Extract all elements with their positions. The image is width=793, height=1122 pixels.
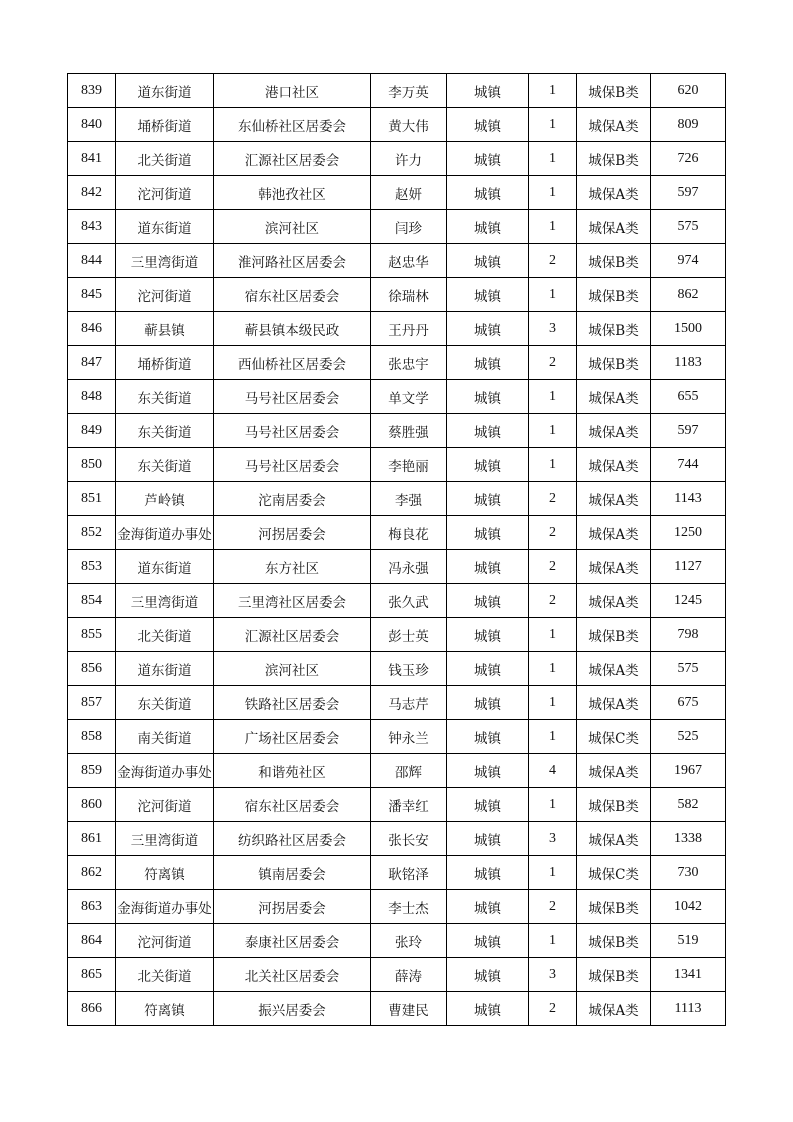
- cell-category: 城保A类: [577, 754, 651, 788]
- cell-street: 三里湾街道: [116, 244, 214, 278]
- table-row: [68, 788, 726, 822]
- cell-name: 闫珍: [371, 210, 447, 244]
- cell-household-count: 2: [529, 584, 577, 618]
- cell-area-type: 城镇: [447, 244, 529, 278]
- cell-row-number: 852: [68, 516, 116, 550]
- cell-street: 三里湾街道: [116, 822, 214, 856]
- cell-name: 蔡胜强: [371, 414, 447, 448]
- cell-street: 道东街道: [116, 74, 214, 108]
- cell-category: 城保A类: [577, 992, 651, 1026]
- cell-amount: 675: [651, 686, 726, 720]
- cell-name: 邵辉: [371, 754, 447, 788]
- cell-category: 城保A类: [577, 108, 651, 142]
- cell-street: 北关街道: [116, 958, 214, 992]
- cell-community: 河拐居委会: [214, 516, 371, 550]
- cell-name: 张忠宇: [371, 346, 447, 380]
- cell-household-count: 2: [529, 244, 577, 278]
- cell-name: 许力: [371, 142, 447, 176]
- table-row: [68, 414, 726, 448]
- cell-name: 钱玉珍: [371, 652, 447, 686]
- cell-household-count: 1: [529, 380, 577, 414]
- cell-amount: 519: [651, 924, 726, 958]
- table-row: [68, 550, 726, 584]
- cell-category: 城保A类: [577, 482, 651, 516]
- cell-amount: 582: [651, 788, 726, 822]
- cell-name: 李强: [371, 482, 447, 516]
- cell-household-count: 1: [529, 142, 577, 176]
- cell-community: 广场社区居委会: [214, 720, 371, 754]
- cell-amount: 575: [651, 652, 726, 686]
- table-row: [68, 108, 726, 142]
- cell-category: 城保A类: [577, 550, 651, 584]
- cell-category: 城保B类: [577, 618, 651, 652]
- cell-name: 李艳丽: [371, 448, 447, 482]
- cell-category: 城保B类: [577, 244, 651, 278]
- cell-area-type: 城镇: [447, 346, 529, 380]
- cell-household-count: 1: [529, 856, 577, 890]
- cell-row-number: 850: [68, 448, 116, 482]
- cell-name: 薛涛: [371, 958, 447, 992]
- cell-community: 宿东社区居委会: [214, 788, 371, 822]
- cell-community: 韩池孜社区: [214, 176, 371, 210]
- cell-category: 城保A类: [577, 448, 651, 482]
- cell-household-count: 2: [529, 346, 577, 380]
- table-row: [68, 278, 726, 312]
- cell-row-number: 840: [68, 108, 116, 142]
- cell-street: 沱河街道: [116, 278, 214, 312]
- cell-household-count: 1: [529, 652, 577, 686]
- cell-community: 马号社区居委会: [214, 448, 371, 482]
- cell-street: 道东街道: [116, 210, 214, 244]
- cell-category: 城保C类: [577, 856, 651, 890]
- cell-household-count: 1: [529, 108, 577, 142]
- cell-category: 城保C类: [577, 720, 651, 754]
- cell-community: 镇南居委会: [214, 856, 371, 890]
- cell-community: 港口社区: [214, 74, 371, 108]
- cell-street: 沱河街道: [116, 176, 214, 210]
- cell-category: 城保A类: [577, 414, 651, 448]
- cell-amount: 1500: [651, 312, 726, 346]
- cell-amount: 1341: [651, 958, 726, 992]
- cell-community: 汇源社区居委会: [214, 142, 371, 176]
- cell-area-type: 城镇: [447, 822, 529, 856]
- cell-name: 李万英: [371, 74, 447, 108]
- cell-household-count: 2: [529, 550, 577, 584]
- cell-community: 泰康社区居委会: [214, 924, 371, 958]
- cell-category: 城保B类: [577, 788, 651, 822]
- cell-name: 耿铭泽: [371, 856, 447, 890]
- cell-amount: 726: [651, 142, 726, 176]
- cell-community: 蕲县镇本级民政: [214, 312, 371, 346]
- cell-area-type: 城镇: [447, 652, 529, 686]
- cell-name: 彭士英: [371, 618, 447, 652]
- cell-area-type: 城镇: [447, 74, 529, 108]
- cell-amount: 1245: [651, 584, 726, 618]
- table-row: [68, 448, 726, 482]
- cell-name: 徐瑞林: [371, 278, 447, 312]
- table-row: [68, 754, 726, 788]
- cell-area-type: 城镇: [447, 176, 529, 210]
- cell-area-type: 城镇: [447, 618, 529, 652]
- cell-community: 东仙桥社区居委会: [214, 108, 371, 142]
- cell-area-type: 城镇: [447, 108, 529, 142]
- cell-area-type: 城镇: [447, 924, 529, 958]
- cell-row-number: 845: [68, 278, 116, 312]
- cell-amount: 655: [651, 380, 726, 414]
- cell-row-number: 846: [68, 312, 116, 346]
- cell-name: 赵忠华: [371, 244, 447, 278]
- data-table: [67, 73, 726, 1026]
- cell-area-type: 城镇: [447, 142, 529, 176]
- cell-community: 马号社区居委会: [214, 414, 371, 448]
- cell-street: 金海街道办事处: [116, 890, 214, 924]
- cell-row-number: 849: [68, 414, 116, 448]
- cell-community: 马号社区居委会: [214, 380, 371, 414]
- table-row: [68, 142, 726, 176]
- cell-row-number: 857: [68, 686, 116, 720]
- table-row: [68, 992, 726, 1026]
- table-row: [68, 380, 726, 414]
- cell-street: 沱河街道: [116, 788, 214, 822]
- cell-name: 曹建民: [371, 992, 447, 1026]
- cell-amount: 862: [651, 278, 726, 312]
- cell-area-type: 城镇: [447, 482, 529, 516]
- cell-amount: 1127: [651, 550, 726, 584]
- cell-name: 张久武: [371, 584, 447, 618]
- cell-household-count: 2: [529, 890, 577, 924]
- cell-category: 城保B类: [577, 958, 651, 992]
- cell-area-type: 城镇: [447, 890, 529, 924]
- cell-name: 冯永强: [371, 550, 447, 584]
- cell-amount: 974: [651, 244, 726, 278]
- cell-area-type: 城镇: [447, 278, 529, 312]
- table-row: [68, 584, 726, 618]
- cell-street: 北关街道: [116, 142, 214, 176]
- table-row: [68, 924, 726, 958]
- cell-household-count: 1: [529, 618, 577, 652]
- cell-street: 东关街道: [116, 414, 214, 448]
- cell-name: 钟永兰: [371, 720, 447, 754]
- cell-row-number: 854: [68, 584, 116, 618]
- cell-amount: 525: [651, 720, 726, 754]
- table-row: [68, 312, 726, 346]
- cell-category: 城保B类: [577, 924, 651, 958]
- cell-household-count: 2: [529, 482, 577, 516]
- table-row: [68, 958, 726, 992]
- cell-household-count: 1: [529, 686, 577, 720]
- cell-street: 东关街道: [116, 686, 214, 720]
- cell-street: 东关街道: [116, 448, 214, 482]
- cell-area-type: 城镇: [447, 754, 529, 788]
- cell-street: 北关街道: [116, 618, 214, 652]
- cell-row-number: 841: [68, 142, 116, 176]
- cell-amount: 597: [651, 414, 726, 448]
- cell-area-type: 城镇: [447, 788, 529, 822]
- cell-community: 河拐居委会: [214, 890, 371, 924]
- cell-household-count: 1: [529, 210, 577, 244]
- cell-category: 城保A类: [577, 210, 651, 244]
- table-body: [68, 74, 726, 1026]
- cell-street: 道东街道: [116, 550, 214, 584]
- cell-area-type: 城镇: [447, 312, 529, 346]
- cell-row-number: 865: [68, 958, 116, 992]
- cell-household-count: 1: [529, 448, 577, 482]
- cell-household-count: 1: [529, 788, 577, 822]
- cell-category: 城保A类: [577, 176, 651, 210]
- cell-row-number: 856: [68, 652, 116, 686]
- cell-amount: 620: [651, 74, 726, 108]
- cell-community: 滨河社区: [214, 210, 371, 244]
- cell-row-number: 859: [68, 754, 116, 788]
- cell-area-type: 城镇: [447, 380, 529, 414]
- cell-amount: 1183: [651, 346, 726, 380]
- cell-street: 三里湾街道: [116, 584, 214, 618]
- cell-name: 赵妍: [371, 176, 447, 210]
- cell-row-number: 847: [68, 346, 116, 380]
- cell-community: 沱南居委会: [214, 482, 371, 516]
- cell-area-type: 城镇: [447, 414, 529, 448]
- table-row: [68, 176, 726, 210]
- cell-community: 振兴居委会: [214, 992, 371, 1026]
- table-row: [68, 482, 726, 516]
- cell-row-number: 866: [68, 992, 116, 1026]
- cell-amount: 1113: [651, 992, 726, 1026]
- cell-name: 单文学: [371, 380, 447, 414]
- cell-category: 城保A类: [577, 822, 651, 856]
- cell-amount: 597: [651, 176, 726, 210]
- cell-community: 东方社区: [214, 550, 371, 584]
- cell-street: 符离镇: [116, 856, 214, 890]
- cell-category: 城保A类: [577, 516, 651, 550]
- cell-amount: 730: [651, 856, 726, 890]
- cell-household-count: 3: [529, 822, 577, 856]
- cell-row-number: 862: [68, 856, 116, 890]
- cell-amount: 809: [651, 108, 726, 142]
- cell-row-number: 853: [68, 550, 116, 584]
- table-row: [68, 822, 726, 856]
- table-row: [68, 346, 726, 380]
- cell-area-type: 城镇: [447, 992, 529, 1026]
- cell-row-number: 851: [68, 482, 116, 516]
- cell-category: 城保A类: [577, 686, 651, 720]
- cell-household-count: 4: [529, 754, 577, 788]
- cell-row-number: 860: [68, 788, 116, 822]
- cell-row-number: 842: [68, 176, 116, 210]
- cell-area-type: 城镇: [447, 210, 529, 244]
- cell-household-count: 1: [529, 176, 577, 210]
- cell-household-count: 3: [529, 958, 577, 992]
- cell-name: 潘幸红: [371, 788, 447, 822]
- cell-household-count: 1: [529, 278, 577, 312]
- cell-community: 和谐苑社区: [214, 754, 371, 788]
- table-row: [68, 74, 726, 108]
- cell-row-number: 858: [68, 720, 116, 754]
- cell-household-count: 1: [529, 720, 577, 754]
- cell-category: 城保A类: [577, 652, 651, 686]
- cell-area-type: 城镇: [447, 584, 529, 618]
- cell-amount: 1042: [651, 890, 726, 924]
- cell-row-number: 843: [68, 210, 116, 244]
- cell-street: 金海街道办事处: [116, 516, 214, 550]
- cell-area-type: 城镇: [447, 720, 529, 754]
- cell-category: 城保B类: [577, 890, 651, 924]
- cell-area-type: 城镇: [447, 448, 529, 482]
- cell-area-type: 城镇: [447, 550, 529, 584]
- cell-household-count: 1: [529, 924, 577, 958]
- table-row: [68, 618, 726, 652]
- cell-household-count: 1: [529, 414, 577, 448]
- cell-row-number: 844: [68, 244, 116, 278]
- cell-name: 梅良花: [371, 516, 447, 550]
- cell-community: 宿东社区居委会: [214, 278, 371, 312]
- cell-street: 符离镇: [116, 992, 214, 1026]
- cell-community: 三里湾社区居委会: [214, 584, 371, 618]
- cell-household-count: 1: [529, 74, 577, 108]
- table-row: [68, 652, 726, 686]
- cell-community: 铁路社区居委会: [214, 686, 371, 720]
- cell-community: 纺织路社区居委会: [214, 822, 371, 856]
- cell-category: 城保A类: [577, 380, 651, 414]
- cell-area-type: 城镇: [447, 856, 529, 890]
- cell-name: 王丹丹: [371, 312, 447, 346]
- cell-street: 南关街道: [116, 720, 214, 754]
- cell-community: 西仙桥社区居委会: [214, 346, 371, 380]
- cell-row-number: 839: [68, 74, 116, 108]
- cell-category: 城保B类: [577, 346, 651, 380]
- cell-street: 蕲县镇: [116, 312, 214, 346]
- cell-row-number: 861: [68, 822, 116, 856]
- cell-community: 淮河路社区居委会: [214, 244, 371, 278]
- table-row: [68, 210, 726, 244]
- cell-category: 城保B类: [577, 312, 651, 346]
- cell-amount: 1967: [651, 754, 726, 788]
- cell-street: 埇桥街道: [116, 108, 214, 142]
- cell-household-count: 2: [529, 516, 577, 550]
- cell-street: 金海街道办事处: [116, 754, 214, 788]
- cell-street: 芦岭镇: [116, 482, 214, 516]
- cell-category: 城保B类: [577, 142, 651, 176]
- cell-area-type: 城镇: [447, 686, 529, 720]
- cell-amount: 1338: [651, 822, 726, 856]
- cell-street: 沱河街道: [116, 924, 214, 958]
- cell-name: 张长安: [371, 822, 447, 856]
- table-row: [68, 856, 726, 890]
- cell-amount: 744: [651, 448, 726, 482]
- cell-amount: 575: [651, 210, 726, 244]
- cell-name: 张玲: [371, 924, 447, 958]
- cell-household-count: 2: [529, 992, 577, 1026]
- cell-area-type: 城镇: [447, 958, 529, 992]
- cell-amount: 1250: [651, 516, 726, 550]
- cell-row-number: 855: [68, 618, 116, 652]
- cell-amount: 798: [651, 618, 726, 652]
- table-row: [68, 244, 726, 278]
- table-row: [68, 686, 726, 720]
- cell-community: 汇源社区居委会: [214, 618, 371, 652]
- cell-row-number: 864: [68, 924, 116, 958]
- cell-amount: 1143: [651, 482, 726, 516]
- cell-name: 马志芹: [371, 686, 447, 720]
- cell-name: 黄大伟: [371, 108, 447, 142]
- cell-row-number: 863: [68, 890, 116, 924]
- cell-category: 城保B类: [577, 278, 651, 312]
- cell-area-type: 城镇: [447, 516, 529, 550]
- cell-category: 城保A类: [577, 584, 651, 618]
- table-row: [68, 720, 726, 754]
- cell-street: 道东街道: [116, 652, 214, 686]
- cell-row-number: 848: [68, 380, 116, 414]
- cell-street: 东关街道: [116, 380, 214, 414]
- cell-category: 城保B类: [577, 74, 651, 108]
- table-row: [68, 516, 726, 550]
- cell-community: 滨河社区: [214, 652, 371, 686]
- table-row: [68, 890, 726, 924]
- cell-street: 埇桥街道: [116, 346, 214, 380]
- cell-community: 北关社区居委会: [214, 958, 371, 992]
- cell-name: 李士杰: [371, 890, 447, 924]
- cell-household-count: 3: [529, 312, 577, 346]
